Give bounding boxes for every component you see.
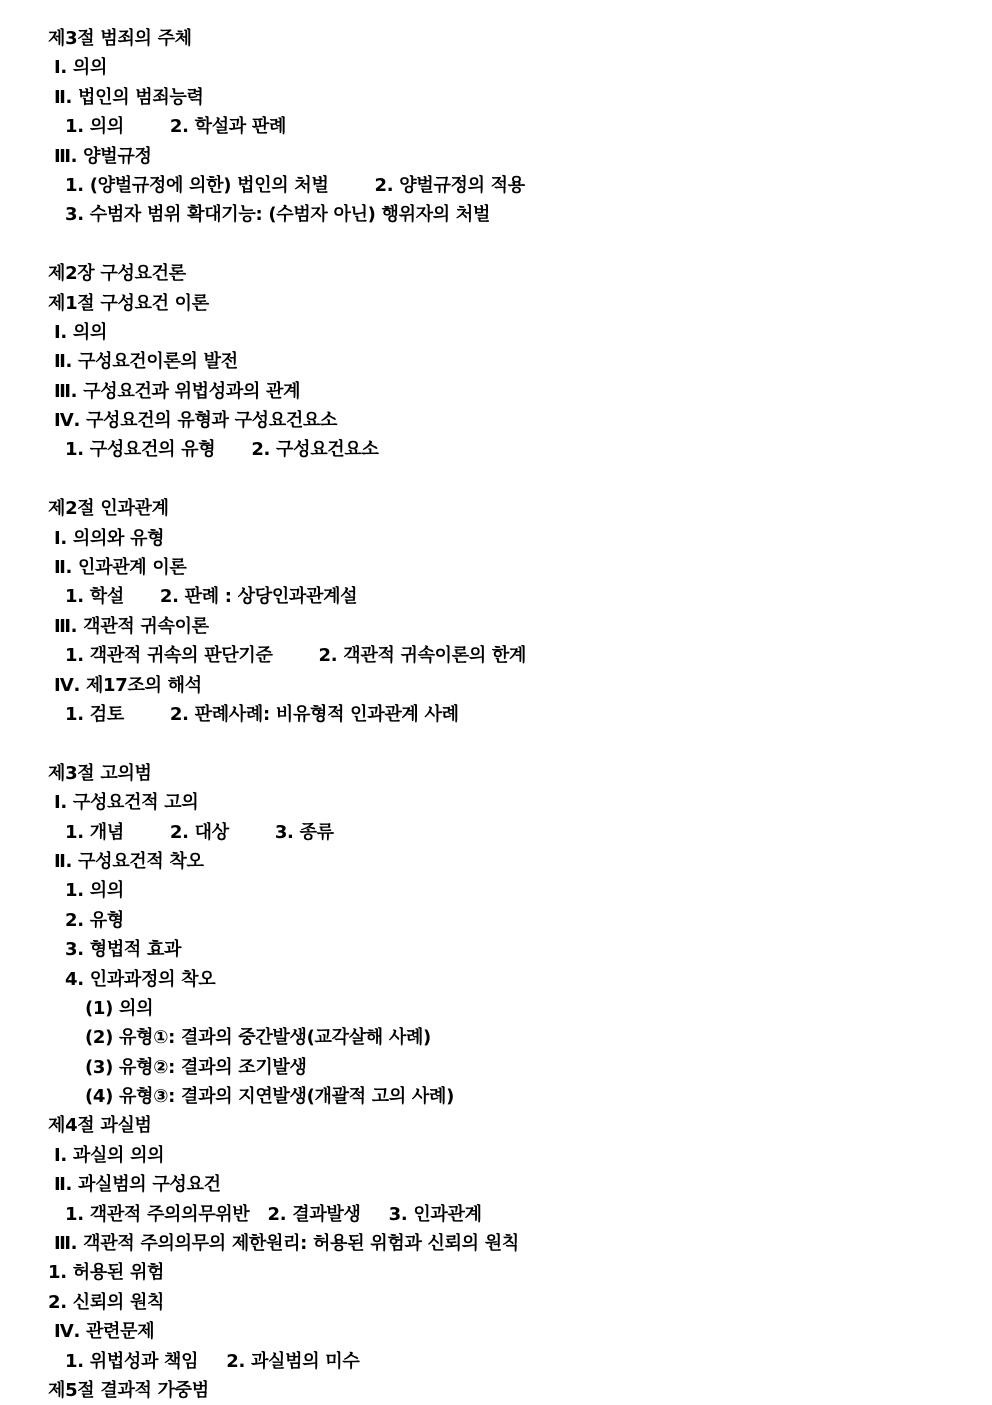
outline-line [48, 994, 952, 1023]
outline-item-text: (3) 유형②: 결과의 조기발생 [85, 1056, 307, 1078]
outline-line [48, 1258, 952, 1287]
outline-line [48, 612, 952, 641]
outline-item-text: 3. 인과관계 [388, 1203, 482, 1225]
outline-item-text: 1. (양벌규정에 의한) 법인의 처벌 [65, 174, 329, 196]
outline-item-text: 1. 검토 [65, 703, 124, 725]
outline-item-text: (1) 의의 [85, 997, 154, 1019]
outline-item-text: 2. 신뢰의 원칙 [48, 1291, 165, 1313]
outline-line [48, 818, 952, 847]
outline-item-text: Ⅱ. 과실범의 구성요건 [48, 1174, 221, 1196]
outline-line [48, 582, 952, 611]
outline-line [48, 318, 952, 347]
outline-item-text: Ⅳ. 구성요건의 유형과 구성요건요소 [48, 410, 338, 432]
outline-line [48, 847, 952, 876]
outline-item-text: Ⅲ. 객관적 주의의무의 제한원리: 허용된 위험과 신뢰의 원칙 [48, 1233, 519, 1255]
outline-item-text: 2. 양벌규정의 적용 [374, 174, 525, 196]
outline-item-text: Ⅲ. 객관적 귀속이론 [48, 615, 209, 637]
outline-line [48, 759, 952, 788]
outline-item-text: 2. 과실범의 미수 [226, 1350, 360, 1372]
outline-line [48, 347, 952, 376]
outline-item-text: Ⅰ. 의의 [48, 57, 108, 79]
outline-line [48, 1053, 952, 1082]
outline-line [48, 142, 952, 171]
outline-line [48, 788, 952, 817]
outline-line [48, 494, 952, 523]
outline-line [48, 406, 952, 435]
outline-line [48, 1141, 952, 1170]
document-page [48, 24, 952, 1405]
outline-item-text: (4) 유형③: 결과의 지연발생(개괄적 고의 사례) [85, 1086, 455, 1108]
outline-item-text: 1. 위법성과 책임 [65, 1350, 199, 1372]
outline-item-text: Ⅲ. 양벌규정 [48, 145, 152, 167]
outline-line [48, 377, 952, 406]
outline-line [48, 1082, 952, 1111]
outline-line [48, 1317, 952, 1346]
outline-item-text: (2) 유형①: 결과의 중간발생(교각살해 사례) [85, 1027, 431, 1049]
outline-line [48, 876, 952, 905]
blank-line [48, 729, 952, 758]
outline-item-text: 1. 개념 [65, 821, 124, 843]
outline-item-text: 2. 결과발생 [267, 1203, 361, 1225]
outline-item-text: 2. 판례사례: 비유형적 인과관계 사례 [169, 703, 459, 725]
outline-item-text: 1. 의의 [65, 880, 124, 902]
outline-item-text: 1. 의의 [65, 116, 124, 138]
outline-item-text: 제1절 구성요건 이론 [48, 292, 209, 314]
outline-item-text: 2. 객관적 귀속이론의 한계 [318, 645, 527, 667]
outline-item-text: 2. 유형 [65, 909, 124, 931]
outline-item-text: 2. 대상 [169, 821, 229, 843]
outline-item-text: Ⅱ. 구성요건적 착오 [48, 850, 204, 872]
outline-item-text: 제4절 과실범 [48, 1115, 152, 1137]
outline-item-text: Ⅰ. 의의 [48, 321, 108, 343]
outline-item-text: 제2장 구성요건론 [48, 263, 186, 285]
outline-line [48, 200, 952, 229]
outline-line [48, 259, 952, 288]
outline-item-text: Ⅱ. 법인의 범죄능력 [48, 86, 204, 108]
outline-line [48, 524, 952, 553]
outline-item-text: 제2절 인과관계 [48, 498, 169, 520]
outline-line [48, 83, 952, 112]
outline-item-text: 2. 판례 : 상당인과관계설 [159, 586, 358, 608]
outline-item-text: 1. 객관적 귀속의 판단기준 [65, 645, 273, 667]
outline-item-text: Ⅰ. 구성요건적 고의 [48, 792, 199, 814]
outline-line [48, 435, 952, 464]
outline-line [48, 641, 952, 670]
outline-item-text: 1. 허용된 위험 [48, 1262, 165, 1284]
outline-line [48, 700, 952, 729]
outline-line [48, 24, 952, 53]
outline-line [48, 1347, 952, 1376]
outline-item-text: 1. 구성요건의 유형 [65, 439, 216, 461]
outline-item-text: 제3절 범죄의 주체 [48, 28, 192, 49]
outline-item-text: 1. 객관적 주의의무위반 [65, 1203, 250, 1225]
outline-line [48, 1023, 952, 1052]
outline-item-text: Ⅰ. 과실의 의의 [48, 1144, 165, 1166]
outline-item-text: 3. 수범자 범위 확대기능: (수범자 아닌) 행위자의 처벌 [65, 204, 491, 226]
outline-item-text: Ⅰ. 의의와 유형 [48, 527, 165, 549]
outline-item-text: 3. 종류 [274, 821, 334, 843]
outline-item-text: Ⅱ. 구성요건이론의 발전 [48, 351, 238, 373]
outline-line [48, 1288, 952, 1317]
outline-line [48, 1200, 952, 1229]
outline-line [48, 1170, 952, 1199]
outline-line [48, 965, 952, 994]
outline-line [48, 935, 952, 964]
outline-line [48, 671, 952, 700]
outline-line [48, 906, 952, 935]
outline-item-text: 1. 학설 [65, 586, 124, 608]
outline-item-text: 2. 구성요건요소 [251, 439, 379, 461]
outline-item-text: Ⅳ. 관련문제 [48, 1321, 155, 1343]
blank-line [48, 230, 952, 259]
outline-line [48, 289, 952, 318]
outline-line [48, 553, 952, 582]
outline-item-text: Ⅳ. 제17조의 해석 [48, 674, 202, 696]
outline-item-text: 2. 학설과 판례 [169, 116, 287, 138]
outline-item-text: 3. 형법적 효과 [65, 939, 182, 961]
blank-line [48, 465, 952, 494]
outline-line [48, 171, 952, 200]
outline-item-text: Ⅱ. 인과관계 이론 [48, 557, 187, 579]
outline-item-text: 4. 인과과정의 착오 [65, 968, 216, 990]
outline-item-text: Ⅲ. 구성요건과 위법성과의 관계 [48, 380, 301, 402]
outline-line [48, 1376, 952, 1405]
outline-line [48, 112, 952, 141]
outline-item-text: 제5절 결과적 가중범 [48, 1379, 209, 1401]
outline-line [48, 1111, 952, 1140]
outline-line [48, 53, 952, 82]
outline-item-text: 제3절 고의범 [48, 762, 152, 784]
outline-line [48, 1229, 952, 1258]
